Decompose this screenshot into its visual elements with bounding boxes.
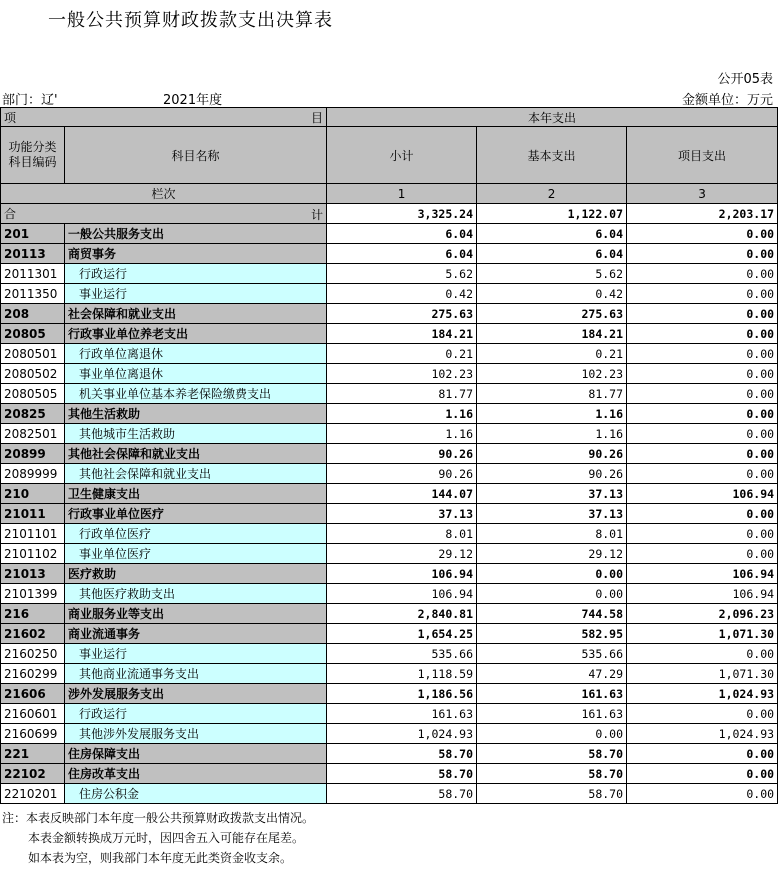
row-name: 医疗救助 — [65, 564, 327, 584]
row-subtotal: 8.01 — [327, 524, 477, 544]
row-subtotal: 102.23 — [327, 364, 477, 384]
row-project: 0.00 — [627, 224, 778, 244]
row-project: 106.94 — [627, 564, 778, 584]
table-row — [1, 724, 778, 744]
row-name: 其他社会保障和就业支出 — [65, 444, 327, 464]
row-subtotal: 2,840.81 — [327, 604, 477, 624]
row-code: 20899 — [1, 444, 65, 464]
row-code: 221 — [1, 744, 65, 764]
row-name: 其他社会保障和就业支出 — [65, 464, 327, 484]
row-basic: 5.62 — [477, 264, 627, 284]
table-row — [1, 264, 778, 284]
table-row — [1, 384, 778, 404]
header-row-2 — [1, 127, 778, 184]
row-code: 2160601 — [1, 704, 65, 724]
row-project: 0.00 — [627, 504, 778, 524]
row-subtotal: 58.70 — [327, 784, 477, 804]
row-project: 0.00 — [627, 544, 778, 564]
row-project: 0.00 — [627, 444, 778, 464]
row-name: 行政事业单位养老支出 — [65, 324, 327, 344]
row-project: 106.94 — [627, 584, 778, 604]
row-code: 2101102 — [1, 544, 65, 564]
row-name: 其他医疗救助支出 — [65, 584, 327, 604]
table-row — [1, 224, 778, 244]
table-row — [1, 504, 778, 524]
row-project: 0.00 — [627, 424, 778, 444]
row-subtotal: 6.04 — [327, 224, 477, 244]
table-row — [1, 284, 778, 304]
row-subtotal: 1,654.25 — [327, 624, 477, 644]
row-project: 0.00 — [627, 464, 778, 484]
row-project: 1,071.30 — [627, 664, 778, 684]
row-basic: 90.26 — [477, 464, 627, 484]
row-name: 机关事业单位基本养老保险缴费支出 — [65, 384, 327, 404]
total-he: 合 — [4, 207, 17, 221]
unit-label: 金额单位：万元 — [681, 93, 773, 108]
row-basic: 0.00 — [477, 584, 627, 604]
row-basic: 58.70 — [477, 744, 627, 764]
row-basic: 1.16 — [477, 424, 627, 444]
row-name: 住房公积金 — [65, 784, 327, 804]
table-row — [1, 604, 778, 624]
col-no-1: 1 — [327, 184, 477, 204]
row-name: 行政单位医疗 — [65, 524, 327, 544]
table-row — [1, 344, 778, 364]
header-basic: 基本支出 — [477, 127, 627, 184]
row-basic: 0.00 — [477, 724, 627, 744]
row-name: 行政事业单位医疗 — [65, 504, 327, 524]
table-row — [1, 524, 778, 544]
row-code: 210 — [1, 484, 65, 504]
row-subtotal: 184.21 — [327, 324, 477, 344]
header-row-1 — [1, 108, 778, 127]
row-project: 0.00 — [627, 764, 778, 784]
page-title: 一般公共预算财政拨款支出决算表 — [48, 10, 333, 31]
row-code: 22102 — [1, 764, 65, 784]
row-code: 20825 — [1, 404, 65, 424]
row-code: 2080502 — [1, 364, 65, 384]
row-code: 20113 — [1, 244, 65, 264]
row-code: 201 — [1, 224, 65, 244]
table-row — [1, 564, 778, 584]
row-subtotal: 161.63 — [327, 704, 477, 724]
note-line: 如本表为空，则我部门本年度无此类资金收支余。 — [28, 851, 293, 865]
row-name: 其他商业流通事务支出 — [65, 664, 327, 684]
row-project: 0.00 — [627, 344, 778, 364]
row-code: 20805 — [1, 324, 65, 344]
row-code: 21606 — [1, 684, 65, 704]
header-mu: 目 — [311, 111, 324, 125]
header-current-year: 本年支出 — [327, 108, 778, 127]
row-project: 1,024.93 — [627, 684, 778, 704]
table-row — [1, 424, 778, 444]
row-basic: 90.26 — [477, 444, 627, 464]
header-name: 科目名称 — [65, 127, 327, 184]
row-name: 事业运行 — [65, 284, 327, 304]
row-code: 2011301 — [1, 264, 65, 284]
header-xiang: 项 — [4, 110, 17, 125]
table-row — [1, 404, 778, 424]
row-name: 住房改革支出 — [65, 764, 327, 784]
table-row — [1, 664, 778, 684]
row-basic: 37.13 — [477, 504, 627, 524]
row-basic: 58.70 — [477, 784, 627, 804]
row-code: 2101101 — [1, 524, 65, 544]
row-code: 2101399 — [1, 584, 65, 604]
row-project: 0.00 — [627, 524, 778, 544]
row-name: 其他涉外发展服务支出 — [65, 724, 327, 744]
row-project: 0.00 — [627, 404, 778, 424]
row-subtotal: 1,118.59 — [327, 664, 477, 684]
table-row — [1, 244, 778, 264]
row-code: 2089999 — [1, 464, 65, 484]
row-subtotal: 6.04 — [327, 244, 477, 264]
note-line: 注：本表反映部门本年度一般公共预算财政拨款支出情况。 — [2, 811, 315, 825]
table-row — [1, 684, 778, 704]
row-code: 21602 — [1, 624, 65, 644]
row-project: 0.00 — [627, 784, 778, 804]
row-project: 0.00 — [627, 704, 778, 724]
row-basic: 58.70 — [477, 764, 627, 784]
row-name: 其他城市生活救助 — [65, 424, 327, 444]
row-name: 行政运行 — [65, 264, 327, 284]
row-name: 住房保障支出 — [65, 744, 327, 764]
row-subtotal: 0.21 — [327, 344, 477, 364]
row-basic: 6.04 — [477, 224, 627, 244]
row-project: 1,024.93 — [627, 724, 778, 744]
row-code: 2082501 — [1, 424, 65, 444]
row-subtotal: 81.77 — [327, 384, 477, 404]
year-label: 2021年度 — [163, 93, 223, 108]
row-subtotal: 106.94 — [327, 584, 477, 604]
row-basic: 161.63 — [477, 704, 627, 724]
table-row — [1, 464, 778, 484]
total-project: 2,203.17 — [627, 204, 778, 224]
table-row — [1, 324, 778, 344]
table-row — [1, 744, 778, 764]
row-project: 0.00 — [627, 384, 778, 404]
total-label-cell — [1, 204, 327, 224]
row-basic: 275.63 — [477, 304, 627, 324]
row-subtotal: 535.66 — [327, 644, 477, 664]
row-name: 行政单位离退休 — [65, 344, 327, 364]
row-subtotal: 0.42 — [327, 284, 477, 304]
row-basic: 29.12 — [477, 544, 627, 564]
department-label: 部门：辽' — [2, 93, 58, 108]
row-project: 0.00 — [627, 644, 778, 664]
row-basic: 81.77 — [477, 384, 627, 404]
row-name: 事业运行 — [65, 644, 327, 664]
row-project: 106.94 — [627, 484, 778, 504]
table-row — [1, 784, 778, 804]
row-code: 2160299 — [1, 664, 65, 684]
table-row — [1, 764, 778, 784]
row-project: 1,071.30 — [627, 624, 778, 644]
row-project: 0.00 — [627, 304, 778, 324]
row-name: 事业单位医疗 — [65, 544, 327, 564]
table-row — [1, 584, 778, 604]
row-basic: 37.13 — [477, 484, 627, 504]
row-code: 21011 — [1, 504, 65, 524]
row-subtotal: 58.70 — [327, 764, 477, 784]
row-project: 0.00 — [627, 284, 778, 304]
total-ji: 计 — [311, 208, 324, 222]
table-row — [1, 544, 778, 564]
row-subtotal: 144.07 — [327, 484, 477, 504]
header-project: 项目支出 — [627, 127, 778, 184]
row-subtotal: 1,024.93 — [327, 724, 477, 744]
row-project: 0.00 — [627, 244, 778, 264]
col-no-label: 栏次 — [1, 184, 327, 204]
col-no-3: 3 — [627, 184, 778, 204]
row-code: 2011350 — [1, 284, 65, 304]
row-subtotal: 1.16 — [327, 424, 477, 444]
row-basic: 161.63 — [477, 684, 627, 704]
row-subtotal: 37.13 — [327, 504, 477, 524]
column-number-row — [1, 184, 778, 204]
row-subtotal: 58.70 — [327, 744, 477, 764]
row-name: 商业服务业等支出 — [65, 604, 327, 624]
row-code: 216 — [1, 604, 65, 624]
row-name: 商业流通事务 — [65, 624, 327, 644]
total-subtotal: 3,325.24 — [327, 204, 477, 224]
row-project: 0.00 — [627, 744, 778, 764]
row-name: 卫生健康支出 — [65, 484, 327, 504]
header-item-cell — [1, 108, 327, 127]
row-basic: 6.04 — [477, 244, 627, 264]
table-row — [1, 484, 778, 504]
row-subtotal: 106.94 — [327, 564, 477, 584]
row-basic: 1.16 — [477, 404, 627, 424]
row-code: 2160699 — [1, 724, 65, 744]
row-code: 21013 — [1, 564, 65, 584]
col-no-2: 2 — [477, 184, 627, 204]
table-row — [1, 304, 778, 324]
row-name: 一般公共服务支出 — [65, 224, 327, 244]
note-line: 本表金额转换成万元时，因四舍五入可能存在尾差。 — [28, 831, 305, 845]
row-subtotal: 90.26 — [327, 464, 477, 484]
row-basic: 582.95 — [477, 624, 627, 644]
row-basic: 102.23 — [477, 364, 627, 384]
row-project: 0.00 — [627, 264, 778, 284]
table-row — [1, 704, 778, 724]
total-row — [1, 204, 778, 224]
header-code: 功能分类科目编码 — [1, 127, 65, 184]
row-name: 社会保障和就业支出 — [65, 304, 327, 324]
row-subtotal: 275.63 — [327, 304, 477, 324]
row-subtotal: 90.26 — [327, 444, 477, 464]
row-basic: 535.66 — [477, 644, 627, 664]
total-basic: 1,122.07 — [477, 204, 627, 224]
row-basic: 47.29 — [477, 664, 627, 684]
row-name: 事业单位离退休 — [65, 364, 327, 384]
row-code: 2080505 — [1, 384, 65, 404]
row-code: 208 — [1, 304, 65, 324]
table-row — [1, 444, 778, 464]
row-subtotal: 29.12 — [327, 544, 477, 564]
table-row — [1, 644, 778, 664]
row-name: 涉外发展服务支出 — [65, 684, 327, 704]
row-project: 0.00 — [627, 364, 778, 384]
row-subtotal: 5.62 — [327, 264, 477, 284]
row-basic: 8.01 — [477, 524, 627, 544]
form-number: 公开05表 — [717, 72, 773, 87]
row-basic: 0.00 — [477, 564, 627, 584]
row-code: 2160250 — [1, 644, 65, 664]
row-name: 商贸事务 — [65, 244, 327, 264]
notes — [2, 808, 314, 868]
header-subtotal: 小计 — [327, 127, 477, 184]
row-subtotal: 1,186.56 — [327, 684, 477, 704]
row-code: 2080501 — [1, 344, 65, 364]
row-basic: 0.42 — [477, 284, 627, 304]
row-basic: 184.21 — [477, 324, 627, 344]
row-subtotal: 1.16 — [327, 404, 477, 424]
row-code: 2210201 — [1, 784, 65, 804]
expenditure-table — [0, 107, 778, 804]
row-project: 2,096.23 — [627, 604, 778, 624]
table-row — [1, 364, 778, 384]
table-row — [1, 624, 778, 644]
row-name: 其他生活救助 — [65, 404, 327, 424]
row-basic: 744.58 — [477, 604, 627, 624]
row-basic: 0.21 — [477, 344, 627, 364]
row-name: 行政运行 — [65, 704, 327, 724]
row-project: 0.00 — [627, 324, 778, 344]
